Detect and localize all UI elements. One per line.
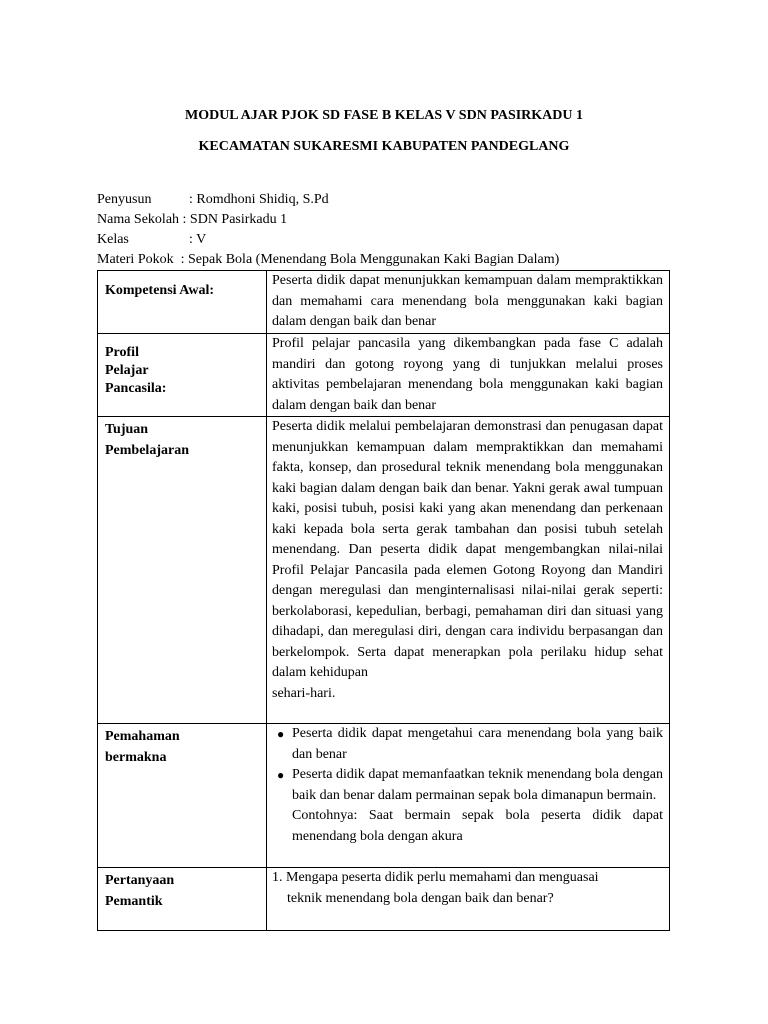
table-label-cell xyxy=(98,724,267,868)
pemahaman-label: Pemahaman xyxy=(105,729,180,744)
profil-label: Pelajar xyxy=(105,363,149,378)
table-label-cell xyxy=(98,334,267,417)
list-item xyxy=(277,724,663,765)
tujuan-text: Peserta didik melalui pembelajaran demonstrasi dan penugasan dapat menunjukkan kemampuan dalam mempraktikkan dan memahami fakta, konsep, dan prosedural teknik menendang bola menggunakan kaki bagian dalam dengan baik dan benar. Yakni gerak awal tumpuan kaki, posisi tubuh, posisi kaki yang akan menendang dan perkenaan kaki kepada bola serta gerak tambahan dan posisi tubuh setelah menendang. Dan peserta didik dapat mengembangkan nilai-nilai Profil Pelajar Pancasila pada elemen Gotong Royong dan Mandiri dengan meregulasi dan menginternalisasi nilai-nilai gerak seperti: berkolaborasi, kepedulian, berbagi, pemahaman diri dan situasi yang dihadapi, dan meregulasi diri, dengan cara individu berpasangan dan berkelompok. Serta dapat menerapkan pola perilaku hidup sehat dalam kehidupan xyxy=(272,419,663,680)
pertanyaan-label: Pertanyaan xyxy=(105,873,175,888)
profil-label: Profil xyxy=(105,345,139,360)
table-row-tujuan xyxy=(98,417,670,724)
tujuan-label: Pembelajaran xyxy=(105,443,189,458)
info-row-materi xyxy=(97,250,559,270)
info-label: Nama Sekolah xyxy=(97,212,180,227)
pemahaman-label: bermakna xyxy=(105,750,167,765)
list-item-text: Peserta didik dapat memanfaatkan teknik menendang bola dengan baik dan benar dalam permainan sepak bola dimanapun bermain. xyxy=(292,767,663,803)
table-row-profil xyxy=(98,334,670,417)
bullet-icon: ● xyxy=(277,727,285,741)
pertanyaan-item: 1. Mengapa peserta didik perlu memahami dan menguasai xyxy=(272,870,599,885)
module-table xyxy=(97,270,670,931)
table-label-cell xyxy=(98,868,267,931)
kompetensi-label: Kompetensi Awal: xyxy=(105,283,215,298)
pertanyaan-item-cont: teknik menendang bola dengan baik dan benar? xyxy=(287,890,554,906)
info-value: : Romdhoni Shidiq, S.Pd xyxy=(189,192,329,207)
info-value: : V xyxy=(189,232,207,247)
document-title: MODUL AJAR PJOK SD FASE B KELAS V SDN PASIRKADU 1 xyxy=(184,108,584,123)
pemahaman-list xyxy=(272,724,663,806)
info-value: : SDN Pasirkadu 1 xyxy=(182,212,288,227)
profil-label: Pancasila: xyxy=(105,381,167,396)
info-row-penyusun xyxy=(97,190,559,210)
document-subtitle: KECAMATAN SUKARESMI KABUPATEN PANDEGLANG xyxy=(198,139,570,154)
pemahaman-contoh: Contohnya: Saat bermain sepak bola peserta didik dapat menendang bola dengan akura xyxy=(292,808,663,844)
tujuan-text-end: sehari-hari. xyxy=(272,685,336,701)
list-item xyxy=(277,765,663,806)
info-row-sekolah xyxy=(97,210,559,230)
profil-text: Profil pelajar pancasila yang dikembangkan pada fase C adalah mandiri dan gotong royong yang di tunjukkan melalui proses aktivitas pembelajaran menendang bola menggunakan kaki bagian dalam dengan baik dan benar xyxy=(267,334,670,417)
table-row-pertanyaan xyxy=(98,868,670,931)
table-row-pemahaman xyxy=(98,724,670,868)
tujuan-cell xyxy=(267,417,670,724)
table-row-kompetensi xyxy=(98,271,670,334)
table-label-cell xyxy=(98,271,267,334)
info-label: Penyusun xyxy=(97,192,152,207)
info-row-kelas xyxy=(97,230,559,250)
kompetensi-text: Peserta didik dapat menunjukkan kemampuan dalam mempraktikkan dan memahami cara menendang bola menggunakan kaki bagian dalam dengan baik dan benar xyxy=(267,271,670,334)
table-label-cell xyxy=(98,417,267,724)
info-value: : Sepak Bola (Menendang Bola Menggunakan Kaki Bagian Dalam) xyxy=(173,252,560,267)
pemahaman-cell xyxy=(267,724,670,868)
info-label: Materi Pokok xyxy=(97,252,174,267)
bullet-icon: ● xyxy=(277,768,285,782)
identity-block xyxy=(97,190,559,270)
info-label: Kelas xyxy=(97,232,129,247)
tujuan-label: Tujuan xyxy=(105,422,149,437)
pertanyaan-cell xyxy=(267,868,670,931)
pertanyaan-label: Pemantik xyxy=(105,894,163,909)
list-item-text: Peserta didik dapat mengetahui cara menendang bola yang baik dan benar xyxy=(292,726,663,762)
